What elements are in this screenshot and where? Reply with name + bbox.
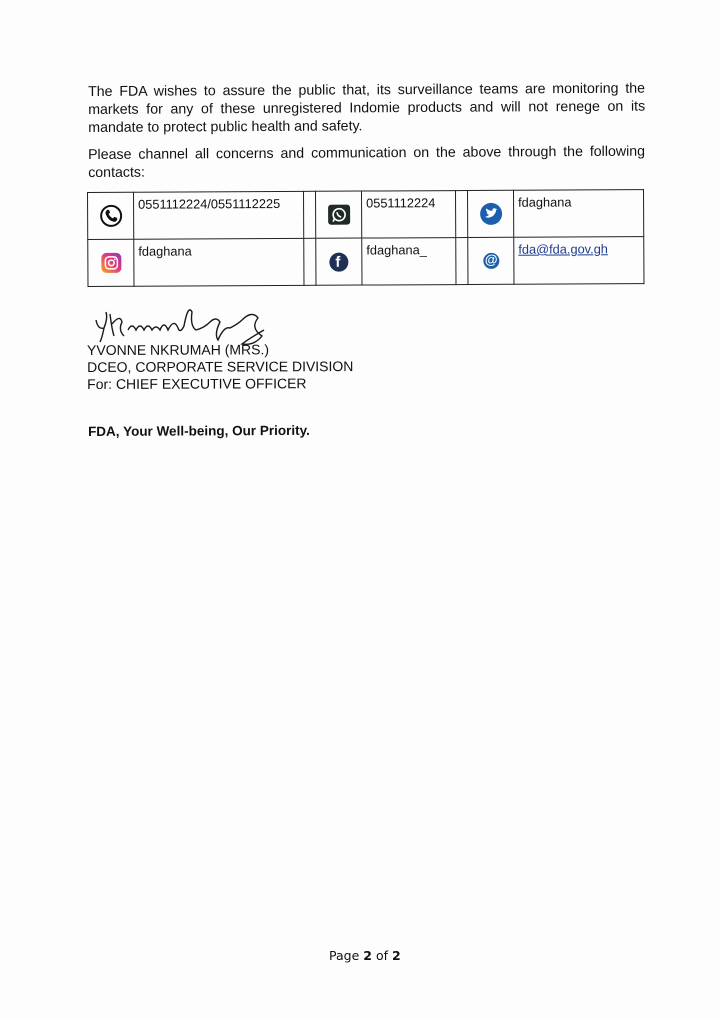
contacts-table [87,189,643,279]
body-paragraph-surveillance: The FDA wishes to assure the public that, its surveillance teams are monitoring the markets for any of these unregistered Indomie products and will not renege on its mandate to protect public health and safety. [88,80,646,136]
signature-block [87,341,353,393]
whatsapp-icon [328,205,350,225]
contacts-row [88,237,644,287]
page-of-label: of [375,948,388,963]
signatory-for-line: For: CHIEF EXECUTIVE OFFICER [87,375,307,392]
fda-motto: FDA, Your Well-being, Our Priority. [88,422,310,439]
signatory-title: DCEO, CORPORATE SERVICE DIVISION [87,358,354,375]
current-page: 2 [363,948,372,963]
table-divider [303,191,315,238]
email-icon: @ [483,253,499,269]
facebook-icon-cell [316,238,362,285]
phone-numbers[interactable]: 0551112224/0551112225 [134,191,304,239]
facebook-icon: f [329,252,348,271]
email-cell [514,237,644,285]
email-icon-cell [468,237,514,284]
whatsapp-number[interactable]: 0551112224 [361,191,455,238]
total-pages: 2 [391,948,401,963]
table-divider [455,191,467,238]
phone-icon [100,205,122,227]
facebook-handle[interactable]: fdaghana_ [362,238,456,285]
table-divider [456,238,468,285]
whatsapp-icon-cell [315,191,361,238]
signatory-name: YVONNE NKRUMAH (MRS.) [87,341,270,358]
phone-icon-cell [88,192,134,239]
page-label: Page [329,948,360,963]
page-number [329,948,401,963]
twitter-icon-cell [467,190,513,237]
instagram-handle[interactable]: fdaghana [134,238,304,286]
instagram-icon-cell [88,239,134,286]
email-link[interactable]: fda@fda.gov.gh [518,241,608,257]
twitter-icon [480,203,502,225]
twitter-handle[interactable]: fdaghana [513,190,643,238]
contacts-row [88,190,644,240]
instagram-icon [101,253,121,273]
table-divider [304,238,316,285]
body-paragraph-contacts-intro: Please channel all concerns and communication on the above through the following contacts: [88,143,646,181]
